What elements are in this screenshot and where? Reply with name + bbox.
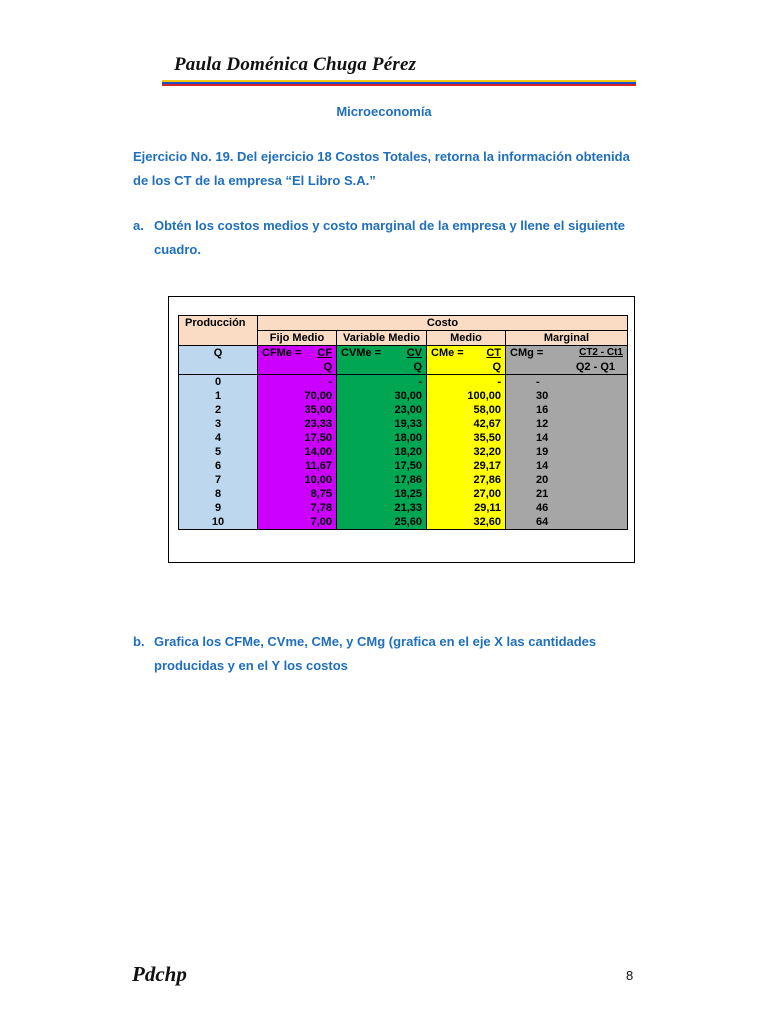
cme-cell: 35,50 (427, 431, 506, 445)
cfme-cell: 70,00 (258, 389, 337, 403)
cvme-cell: 30,00 (337, 389, 427, 403)
table-row (179, 515, 628, 530)
cme-cell: 29,17 (427, 459, 506, 473)
cfme-cell: - (258, 375, 337, 390)
item-a-marker: a. (133, 218, 144, 233)
cfme-cell: 7,78 (258, 501, 337, 515)
cfme-cell: 11,67 (258, 459, 337, 473)
q-cell: 0 (179, 375, 258, 390)
q-cell: 8 (179, 487, 258, 501)
q-cell: 6 (179, 459, 258, 473)
cvme-cell: 21,33 (337, 501, 427, 515)
cmg-cell: 16 (506, 403, 628, 417)
table-row (179, 501, 628, 515)
cme-formula-top (427, 346, 506, 361)
cmg-cell: 14 (506, 459, 628, 473)
item-b-line-1: Grafica los CFMe, CVme, CMe, y CMg (grafica en el eje X las cantidades (154, 634, 597, 649)
produccion-header: Producción (179, 316, 258, 331)
variable-medio-header: Variable Medio (337, 331, 427, 346)
cvme-cell: 17,50 (337, 459, 427, 473)
cme-cell: 100,00 (427, 389, 506, 403)
cmg-cell: 46 (506, 501, 628, 515)
cme-cell: 32,60 (427, 515, 506, 530)
cmg-cell: 12 (506, 417, 628, 431)
q-cell: 5 (179, 445, 258, 459)
cme-numerator: CT (486, 347, 501, 359)
author-name: Paula Doménica Chuga Pérez (174, 54, 417, 75)
item-a-line-2: cuadro. (154, 242, 201, 257)
cme-cell: 27,00 (427, 487, 506, 501)
page-number: 8 (626, 968, 634, 983)
q-cell: 7 (179, 473, 258, 487)
cfme-cell: 35,00 (258, 403, 337, 417)
cvme-cell: 23,00 (337, 403, 427, 417)
exercise-statement (133, 145, 635, 193)
table-row (179, 473, 628, 487)
cvme-label: CVMe = (341, 347, 382, 359)
cmg-cell: 20 (506, 473, 628, 487)
table-row (179, 417, 628, 431)
cvme-cell: - (337, 375, 427, 390)
table-row (179, 389, 628, 403)
footer-signature: Pdchp (132, 962, 187, 986)
cmg-cell: 30 (506, 389, 628, 403)
cfme-cell: 14,00 (258, 445, 337, 459)
cmg-label: CMg = (510, 347, 544, 359)
cvme-cell: 25,60 (337, 515, 427, 530)
exercise-line-2: de los CT de la empresa “El Libro S.A.” (133, 173, 376, 188)
cmg-denominator: Q2 - Q1 (506, 360, 628, 375)
item-a-line-1: Obtén los costos medios y costo marginal de la empresa y llene el siguiente (154, 218, 626, 233)
fijo-medio-header: Fijo Medio (258, 331, 337, 346)
cmg-cell: 14 (506, 431, 628, 445)
cme-cell: - (427, 375, 506, 390)
cme-cell: 58,00 (427, 403, 506, 417)
cvme-cell: 18,20 (337, 445, 427, 459)
medio-header: Medio (427, 331, 506, 346)
cfme-formula-top (258, 346, 337, 361)
item-a (133, 214, 635, 262)
produccion-header-fill (179, 331, 258, 346)
cme-cell: 32,20 (427, 445, 506, 459)
table-row (179, 403, 628, 417)
cfme-cell: 8,75 (258, 487, 337, 501)
cfme-denominator: Q (258, 360, 337, 375)
table-row (179, 445, 628, 459)
cmg-cell: 21 (506, 487, 628, 501)
table-row (179, 375, 628, 390)
q-cell: 9 (179, 501, 258, 515)
table-row (179, 431, 628, 445)
header-stripe-red (162, 84, 636, 86)
q-cell: 10 (179, 515, 258, 530)
cvme-denominator: Q (337, 360, 427, 375)
q-cell: 1 (179, 389, 258, 403)
cmg-formula-top (506, 346, 628, 361)
item-b-line-2: producidas y en el Y los costos (154, 658, 348, 673)
cmg-cell: 19 (506, 445, 628, 459)
cfme-cell: 10,00 (258, 473, 337, 487)
cmg-cell: 64 (506, 515, 628, 530)
cfme-label: CFMe = (262, 347, 302, 359)
cmg-cell: - (506, 375, 628, 390)
cost-table (178, 315, 628, 530)
exercise-line-1: Ejercicio No. 19. Del ejercicio 18 Costos Totales, retorna la información obtenida (133, 149, 630, 164)
cfme-cell: 7,00 (258, 515, 337, 530)
cvme-cell: 18,25 (337, 487, 427, 501)
cvme-numerator: CV (406, 347, 422, 359)
q-cell: 3 (179, 417, 258, 431)
cme-cell: 29,11 (427, 501, 506, 515)
cvme-cell: 19,33 (337, 417, 427, 431)
cfme-cell: 17,50 (258, 431, 337, 445)
cme-cell: 27,86 (427, 473, 506, 487)
q-cell: 4 (179, 431, 258, 445)
cvme-cell: 18,00 (337, 431, 427, 445)
cmg-numerator: CT2 - Ct1 (579, 347, 623, 358)
cme-denominator: Q (427, 360, 506, 375)
cost-table-body (179, 375, 628, 530)
cvme-formula-top (337, 346, 427, 361)
cfme-cell: 23,33 (258, 417, 337, 431)
item-b-marker: b. (133, 634, 145, 649)
costo-header: Costo (258, 316, 628, 331)
cme-cell: 42,67 (427, 417, 506, 431)
cvme-cell: 17,86 (337, 473, 427, 487)
marginal-header: Marginal (506, 331, 628, 346)
table-row (179, 459, 628, 473)
cfme-numerator: CF (317, 347, 332, 359)
item-b (133, 630, 635, 678)
table-row (179, 487, 628, 501)
q-cell: 2 (179, 403, 258, 417)
cme-label: CMe = (431, 347, 464, 359)
page-subject: Microeconomía (336, 104, 432, 119)
q-header: Q (179, 346, 258, 375)
